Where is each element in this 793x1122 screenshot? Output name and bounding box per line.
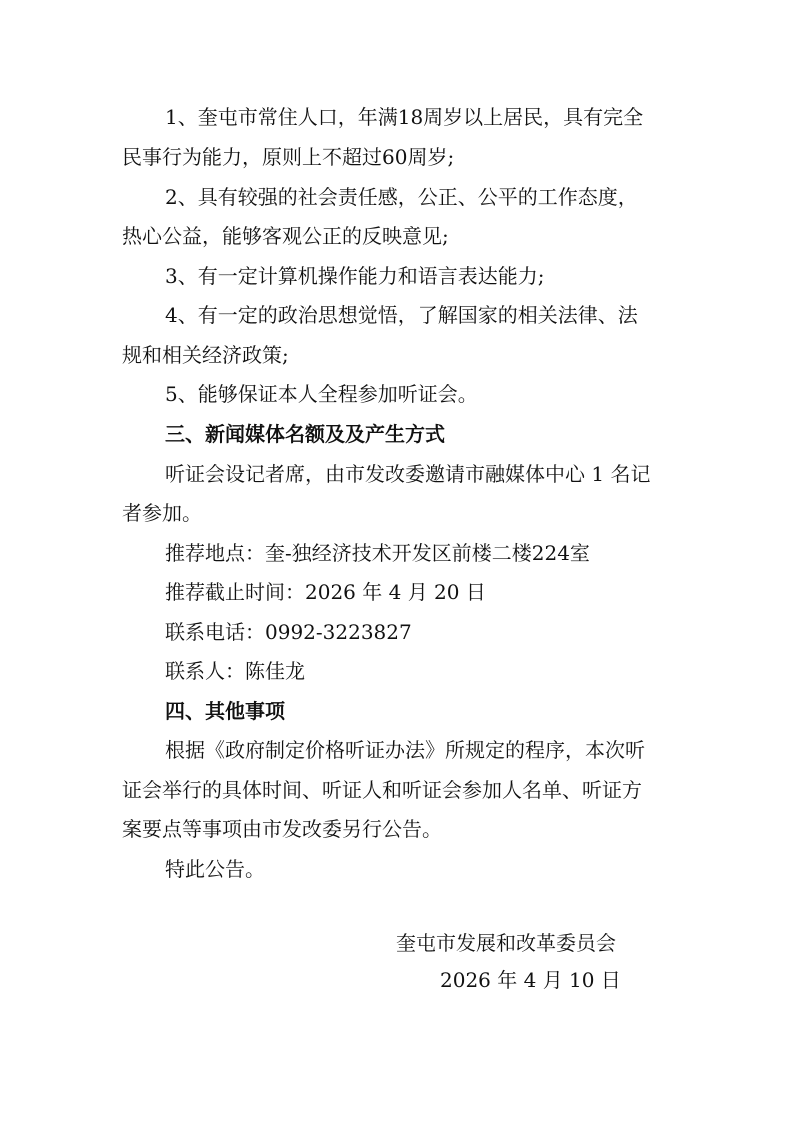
signature-organization: 奎屯市发展和改革委员会 [396,931,616,955]
item-3: 3、有一定计算机操作能力和语言表达能力; [165,264,545,288]
item-5: 5、能够保证本人全程参加听证会。 [165,382,478,406]
item-2-line-2: 热心公益，能够客观公正的反映意见; [122,224,449,248]
closing-text: 特此公告。 [165,857,265,881]
other-line-1: 根据《政府制定价格听证办法》所规定的程序，本次听 [165,738,645,762]
other-line-3: 案要点等事项由市发改委另行公告。 [122,817,442,841]
item-4-line-2: 规和相关经济政策; [122,343,289,367]
other-line-2: 证会举行的具体时间、听证人和听证会参加人名单、听证方 [122,778,642,802]
item-4-line-1: 4、有一定的政治思想觉悟，了解国家的相关法律、法 [165,303,638,327]
signature-date: 2026 年 4 月 10 日 [440,968,621,992]
section-3-heading: 三、新闻媒体名额及及产生方式 [165,422,445,446]
item-1-line-1: 1、奎屯市常住人口，年满18周岁以上居民，具有完全 [165,105,644,129]
recommend-location: 推荐地点：奎-独经济技术开发区前楼二楼224室 [165,541,590,565]
media-line-1: 听证会设记者席，由市发改委邀请市融媒体中心 1 名记 [165,462,651,486]
item-1-line-2: 民事行为能力，原则上不超过60周岁; [122,145,455,169]
section-4-heading: 四、其他事项 [165,699,285,723]
item-2-line-1: 2、具有较强的社会责任感，公正、公平的工作态度， [165,185,638,209]
media-line-2: 者参加。 [122,501,202,525]
contact-person: 联系人：陈佳龙 [165,659,305,683]
contact-phone: 联系电话：0992-3223827 [165,620,412,644]
recommend-deadline: 推荐截止时间：2026 年 4 月 20 日 [165,580,486,604]
